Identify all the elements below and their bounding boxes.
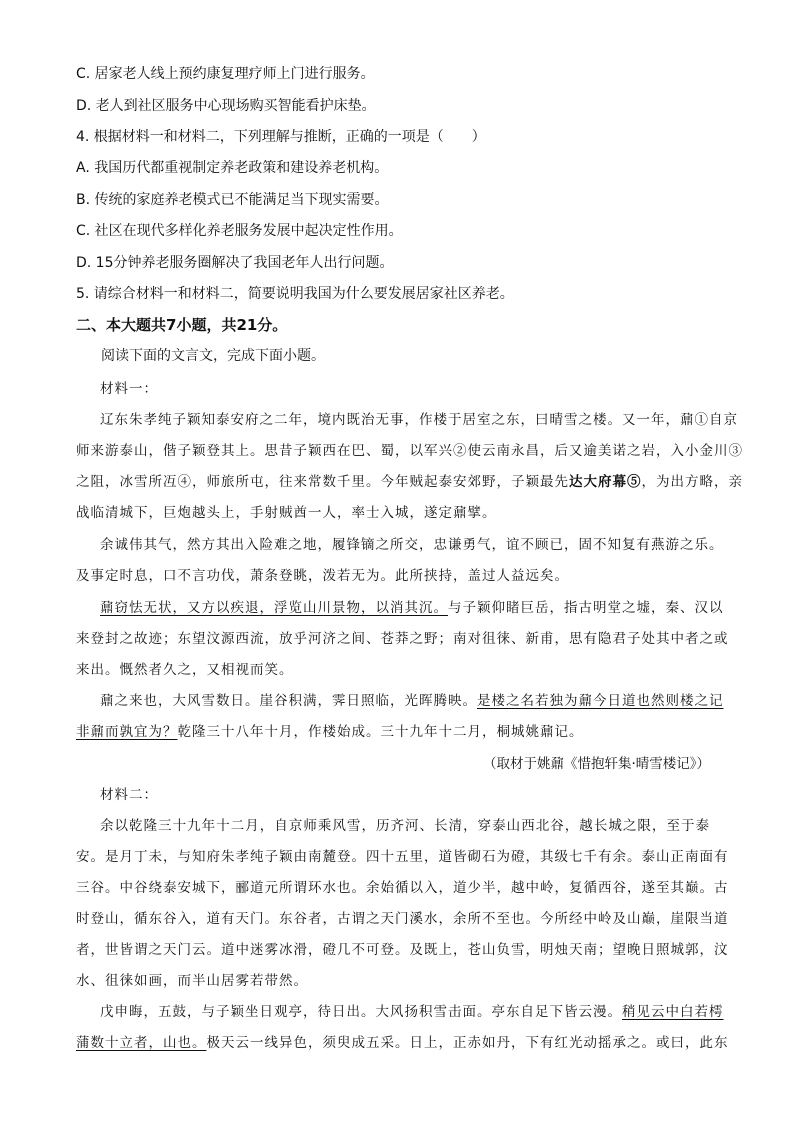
- m1-para4-end: 乾隆三十八年十月，作楼始成。三十九年十二月，桐城姚鼐记。: [177, 724, 584, 740]
- m2-para1-line2: 安。是月丁未，与知府朱孝纯子颖由南麓登。四十五里，道皆砌石为磴，其级七千有余。泰山正南面有: [76, 849, 729, 865]
- question-5: 5. 请综合材料一和材料二，简要说明我国为什么要发展居家社区养老。: [76, 286, 514, 302]
- m1-para1-line1: 辽东朱孝纯子颖知泰安府之二年，境内既治无事，作楼于居室之东，曰晴雪之楼。又一年，鼐①自京: [100, 412, 738, 428]
- m2-para1-line3: 三谷。中谷绕泰安城下，郦道元所谓环水也。余始循以入，道少半，越中岭，复循西谷，遂至其巅。古: [76, 880, 729, 896]
- m2-underlined-sentence-part2: 蒲数十立者，山也。: [76, 1035, 207, 1051]
- section-2-heading: 二、本大题共7小题，共21分。: [76, 316, 288, 334]
- question-4-option-c: C. 社区在现代多样化养老服务发展中起决定性作用。: [76, 223, 403, 239]
- m1-para1-line3-text: 之阻，冰雪所冱④，师旅所屯，往来常数千里。今年贼起泰安郊野，子颖最先: [76, 474, 569, 490]
- m1-para1-line4: 战临清城下，巨炮越头上，手射贼酋一人，率士入城，遂定鼐擘。: [76, 505, 497, 521]
- m2-para2-line1: [100, 1000, 724, 1020]
- option-c: C. 居家老人线上预约康复理疗师上门进行服务。: [76, 66, 375, 82]
- m2-para2-start: 戊申晦，五鼓，与子颖坐日观亭，待日出。大风扬积雪击面。亭东自足下皆云漫。: [100, 1004, 622, 1020]
- m2-para1-line4: 时登山，循东谷入，道有天门。东谷者，古谓之天门溪水，余所不至也。今所经中岭及山巅，崖限当道: [76, 911, 729, 927]
- m1-para4-line2: [76, 720, 584, 740]
- m2-para1-line5: 者，世皆谓之天门云。道中迷雾冰滑，磴几不可登。及既上，苍山负雪，明烛天南；望晚日照城郭，汶: [76, 942, 729, 958]
- m1-para1-line3: [76, 470, 743, 490]
- m1-para1-line2: 师来游泰山，偕子颖登其上。思昔子颖西在巴、蜀，以军兴②使云南永昌，后又逾美诺之岩，入小金川③: [76, 443, 743, 459]
- m2-para2-tail: 极天云一线异色，须臾成五采。日上，正赤如丹，下有红光动摇承之。或曰，此东: [206, 1035, 729, 1051]
- m1-para4-start: 鼐之来也，大风雪数日。崖谷积满，霁日照临，光晖腾映。: [100, 693, 477, 709]
- m1-underlined-question-part2: 非鼐而孰宜为？: [76, 724, 178, 740]
- reading-instruction: 阅读下面的文言文，完成下面小题。: [101, 348, 325, 364]
- question-4-stem: 4. 根据材料一和材料二，下列理解与推断，正确的一项是（ ）: [76, 129, 486, 145]
- m1-bold-phrase: 达大府幕⑤: [569, 474, 642, 490]
- m2-para1-line1: 余以乾隆三十九年十二月，自京师乘风雪，历齐河、长清，穿泰山西北谷，越长城之限，至于泰: [100, 818, 710, 834]
- m1-source: （取材于姚鼐《惜抱轩集·晴雪楼记》）: [482, 756, 710, 772]
- option-d: D. 老人到社区服务中心现场购买智能看护床垫。: [76, 98, 376, 114]
- m2-para2-line2: [76, 1031, 729, 1051]
- m1-para1-line3-tail: ，为出方略，亲: [641, 474, 743, 490]
- material-2-label: 材料二：: [100, 787, 158, 803]
- m1-para2-line1: 余诚伟其气，然方其出入险难之地，履锋镝之所交，忠谦勇气，谊不顾已，固不知复有燕游之乐。: [100, 537, 724, 553]
- m1-para3-line1-tail: 与子颖仰睹巨岳，指古明堂之墟，秦、汉以: [448, 600, 724, 616]
- m1-para3-line2: 来登封之故迹；东望汶源西流，放乎河济之间、苍莽之野；南对徂徕、新甫，思有隐君子处其中者之或: [76, 631, 729, 647]
- m1-para4-line1: [100, 689, 724, 709]
- m2-underlined-sentence-part1: 稍见云中白若樗: [622, 1004, 724, 1020]
- m1-para3-line3: 来出。慨然者久之，又相视而笑。: [76, 662, 294, 678]
- m1-para2-line2: 及事定时息，口不言功伐，萧条登眺，泼若无为。此所挟持，盖过人益远矣。: [76, 568, 569, 584]
- m2-para1-line6: 水、徂徕如画，而半山居雾若带然。: [76, 973, 308, 989]
- question-4-option-a: A. 我国历代都重视制定养老政策和建设养老机构。: [76, 160, 389, 176]
- m1-underlined-sentence: 鼐窃怯无状，又方以疾退，浮览山川景物，以消其沉。: [100, 600, 448, 616]
- m1-para3-line1: [100, 596, 724, 616]
- question-4-option-b: B. 传统的家庭养老模式已不能满足当下现实需要。: [76, 192, 389, 208]
- question-4-option-d: D. 15分钟养老服务圈解决了我国老年人出行问题。: [76, 255, 394, 271]
- m1-underlined-question-part1: 是楼之名若独为鼐今日道也然则楼之记: [477, 693, 724, 709]
- material-1-label: 材料一：: [100, 381, 158, 397]
